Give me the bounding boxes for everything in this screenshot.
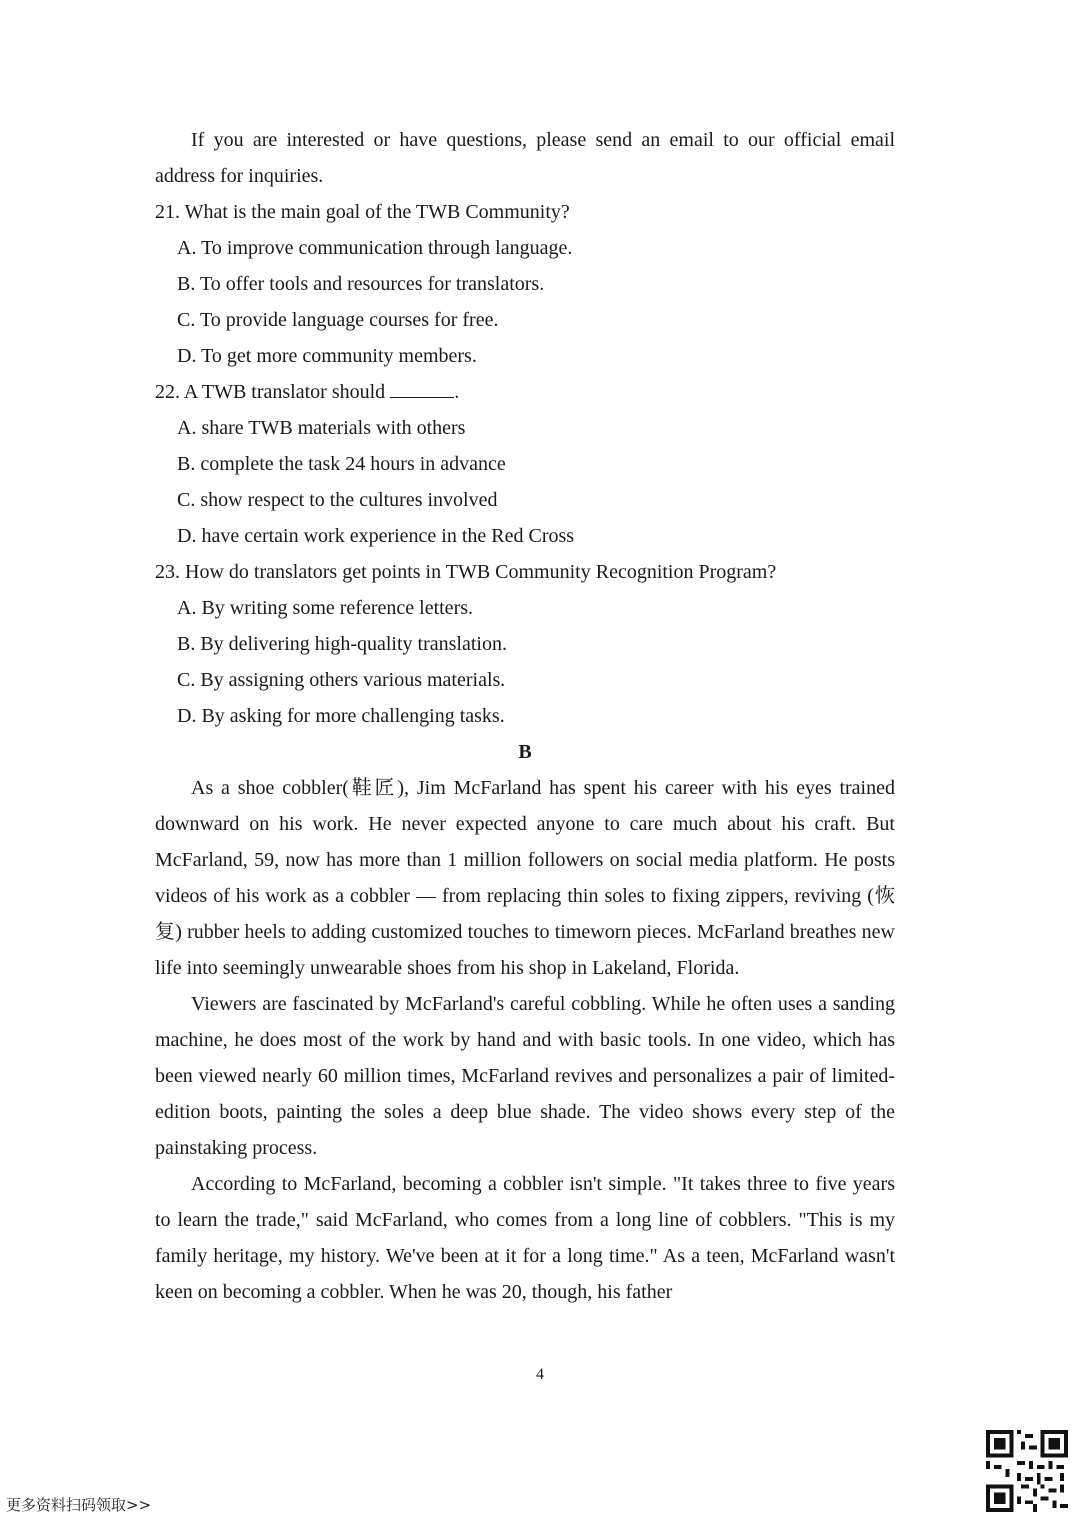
qr-code-icon[interactable] <box>986 1430 1068 1512</box>
option-d: D. To get more community members. <box>177 345 477 367</box>
question-stem: 23. How do translators get points in TWB Community Recognition Program? <box>155 561 777 583</box>
page-number: 4 <box>536 1366 544 1383</box>
question-stem <box>155 374 895 410</box>
passage-paragraph: Viewers are fascinated by McFarland's careful cobbling. While he often uses a sanding machine, he does most of the work by hand and with basic tools. In one video, which has been viewed nearly 60 million times, McFarland revives and personalizes a pair of limited-edition boots, painting the soles a deep blue shade. The video shows every step of the painstaking process. <box>155 993 895 1159</box>
question-23 <box>155 554 895 734</box>
option-c: C. By assigning others various materials. <box>177 669 506 691</box>
option-a: A. To improve communication through language. <box>177 237 573 259</box>
option-b: B. By delivering high-quality translation. <box>177 633 507 655</box>
option-a: A. share TWB materials with others <box>177 417 466 439</box>
option-c: C. show respect to the cultures involved <box>177 489 498 511</box>
passage-paragraph: As a shoe cobbler(鞋匠), Jim McFarland has spent his career with his eyes trained downward on his work. He never expected anyone to care much about his craft. But McFarland, 59, now has more than 1 million followers on social media platform. He posts videos of his work as a cobbler — from replacing thin soles to fixing zippers, reviving (恢复) rubber heels to adding customized touches to timeworn pieces. McFarland breathes new life into seemingly unwearable shoes from his shop in Lakeland, Florida. <box>155 777 895 979</box>
intro-paragraph: If you are interested or have questions, please send an email to our official email address for inquiries. <box>155 129 895 187</box>
page-content <box>155 122 895 1310</box>
option-b: B. complete the task 24 hours in advance <box>177 453 506 475</box>
question-21 <box>155 194 895 374</box>
passage-paragraph: According to McFarland, becoming a cobbler isn't simple. "It takes three to five years to learn the trade," said McFarland, who comes from a long line of cobblers. "This is my family heritage, my history. We've been at it for a long time." As a teen, McFarland wasn't keen on becoming a cobbler. When he was 20, though, his father <box>155 1173 895 1303</box>
option-c: C. To provide language courses for free. <box>177 309 499 331</box>
question-stem: 21. What is the main goal of the TWB Community? <box>155 201 570 223</box>
option-d: D. have certain work experience in the Red Cross <box>177 525 575 547</box>
question-stem-text: 22. A TWB translator should <box>155 381 386 403</box>
question-22 <box>155 374 895 554</box>
question-stem-end: . <box>454 381 460 403</box>
footer-link-text[interactable]: 更多资料扫码领取>> <box>6 1496 152 1514</box>
section-heading: B <box>518 741 532 763</box>
option-b: B. To offer tools and resources for translators. <box>177 273 545 295</box>
option-a: A. By writing some reference letters. <box>177 597 474 619</box>
answer-blank <box>390 379 454 398</box>
option-d: D. By asking for more challenging tasks. <box>177 705 505 727</box>
